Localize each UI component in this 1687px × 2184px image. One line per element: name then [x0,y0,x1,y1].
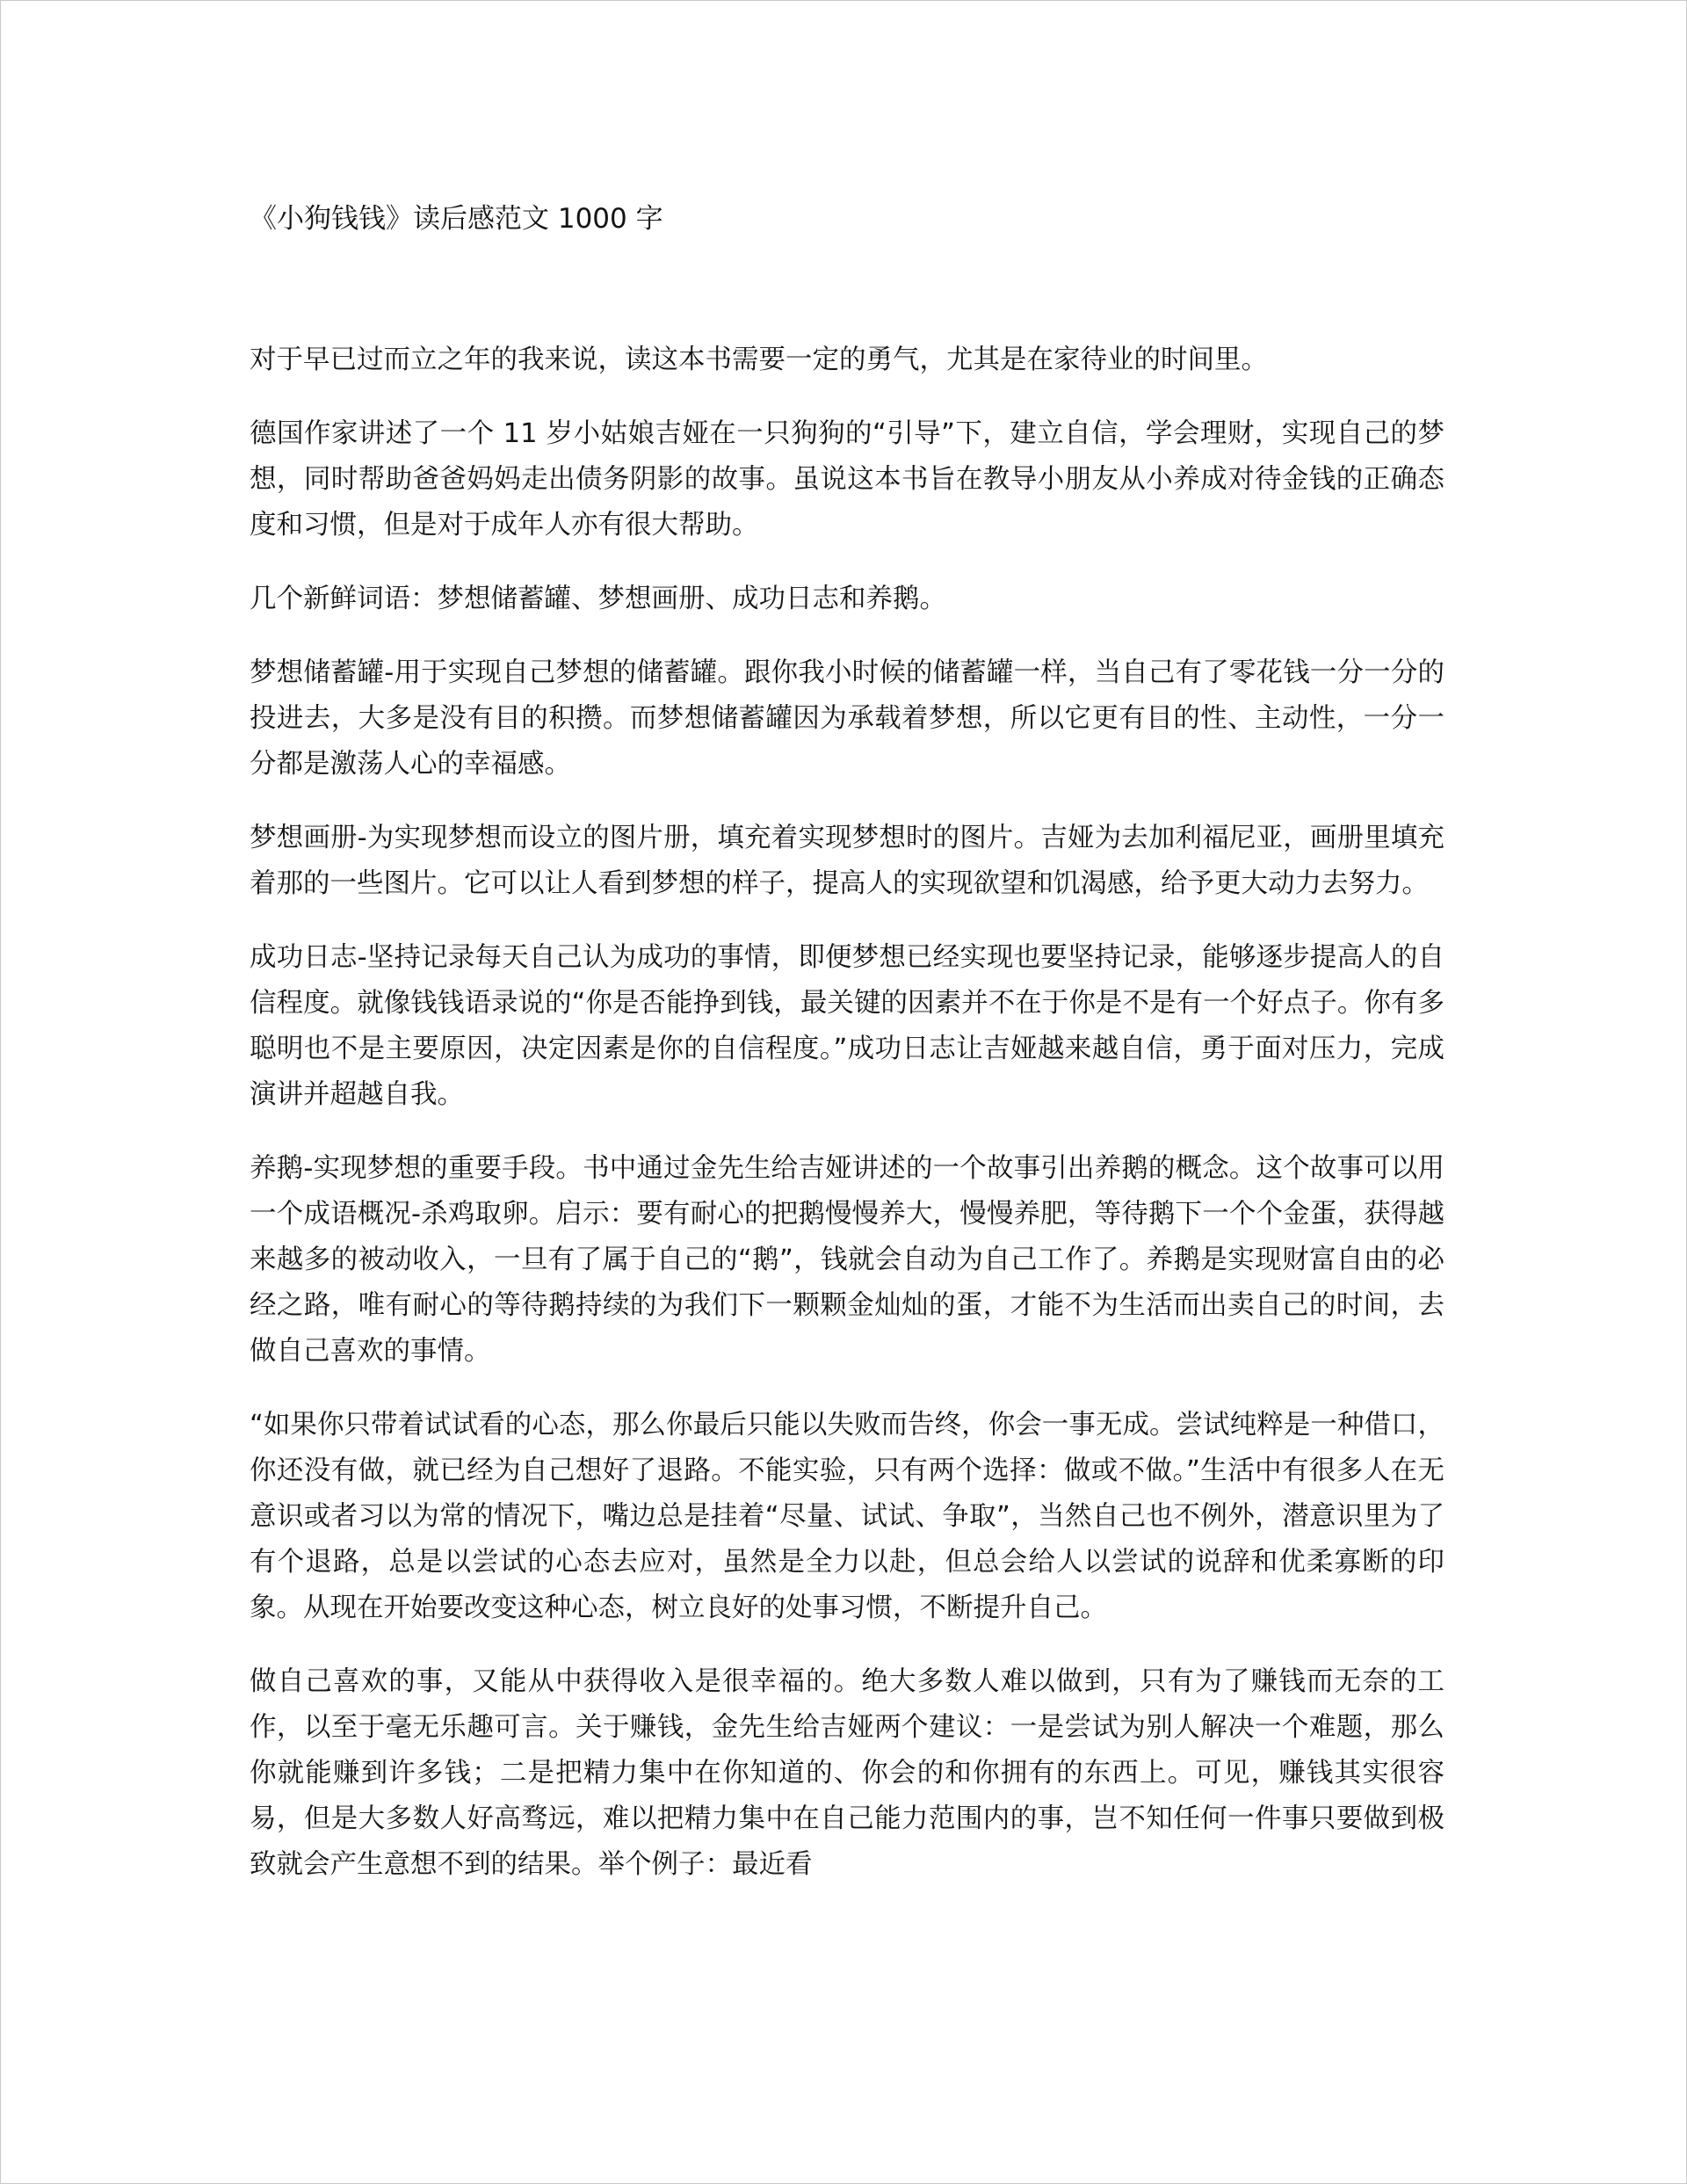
paragraph-list [250,337,1444,1916]
paragraph-summary: 德国作家讲述了一个 11 岁小姑娘吉娅在一只狗狗的“引导”下，建立自信，学会理财，实现自己的梦想，同时帮助爸爸妈妈走出债务阴影的故事。虽说这本书旨在教导小朋友从小养成对待金钱的正确态度和习惯，但是对于成年人亦有很大帮助。 [250,418,1444,541]
paragraph-intro: 对于早已过而立之年的我来说，读这本书需要一定的勇气，尤其是在家待业的时间里。 [250,345,1268,375]
paragraph-raising-geese: 养鹅-实现梦想的重要手段。书中通过金先生给吉娅讲述的一个故事引出养鹅的概念。这个故事可以用一个成语概况-杀鸡取卵。启示：要有耐心的把鹅慢慢养大，慢慢养肥，等待鹅下一个个金蛋，获得越来越多的被动收入，一旦有了属于自己的“鹅”，钱就会自动为自己工作了。养鹅是实现财富自由的必经之路，唯有耐心的等待鹅持续的为我们下一颗颗金灿灿的蛋，才能不为生活而出卖自己的时间，去做自己喜欢的事情。 [250,1153,1444,1367]
document-title: 《小狗钱钱》读后感范文 1000 字 [250,203,663,235]
paragraph-dream-album: 梦想画册-为实现梦想而设立的图片册，填充着实现梦想时的图片。吉娅为去加利福尼亚，画册里填充着那的一些图片。它可以让人看到梦想的样子，提高人的实现欲望和饥渴感，给予更大动力去努力。 [250,823,1444,899]
paragraph-earning: 做自己喜欢的事，又能从中获得收入是很幸福的。绝大多数人难以做到，只有为了赚钱而无奈的工作，以至于毫无乐趣可言。关于赚钱，金先生给吉娅两个建议：一是尝试为别人解决一个难题，那么你就能赚到许多钱；二是把精力集中在你知道的、你会的和你拥有的东西上。可见，赚钱其实很容易，但是大多数人好高骛远，难以把精力集中在自己能力范围内的事，岂不知任何一件事只要做到极致就会产生意想不到的结果。举个例子：最近看 [250,1666,1444,1880]
paragraph-attitude: “如果你只带着试试看的心态，那么你最后只能以失败而告终，你会一事无成。尝试纯粹是一种借口，你还没有做，就已经为自己想好了退路。不能实验，只有两个选择：做或不做。”生活中有很多人在无意识或者习以为常的情况下，嘴边总是挂着“尽量、试试、争取”，当然自己也不例外，潜意识里为了有个退路，总是以尝试的心态去应对，虽然是全力以赴，但总会给人以尝试的说辞和优柔寡断的印象。从现在开始要改变这种心态，树立良好的处事习惯，不断提升自己。 [250,1410,1444,1623]
paragraph-dream-piggy-bank: 梦想储蓄罐-用于实现自己梦想的储蓄罐。跟你我小时候的储蓄罐一样，当自己有了零花钱一分一分的投进去，大多是没有目的积攒。而梦想储蓄罐因为承载着梦想，所以它更有目的性、主动性，一分一分都是激荡人心的幸福感。 [250,657,1444,780]
paragraph-keywords: 几个新鲜词语：梦想储蓄罐、梦想画册、成功日志和养鹅。 [250,584,946,614]
paragraph-success-journal: 成功日志-坚持记录每天自己认为成功的事情，即便梦想已经实现也要坚持记录，能够逐步提高人的自信程度。就像钱钱语录说的“你是否能挣到钱，最关键的因素并不在于你是不是有一个好点子。你有多聪明也不是主要原因，决定因素是你的自信程度。”成功日志让吉娅越来越自信，勇于面对压力，完成演讲并超越自我。 [250,942,1444,1110]
